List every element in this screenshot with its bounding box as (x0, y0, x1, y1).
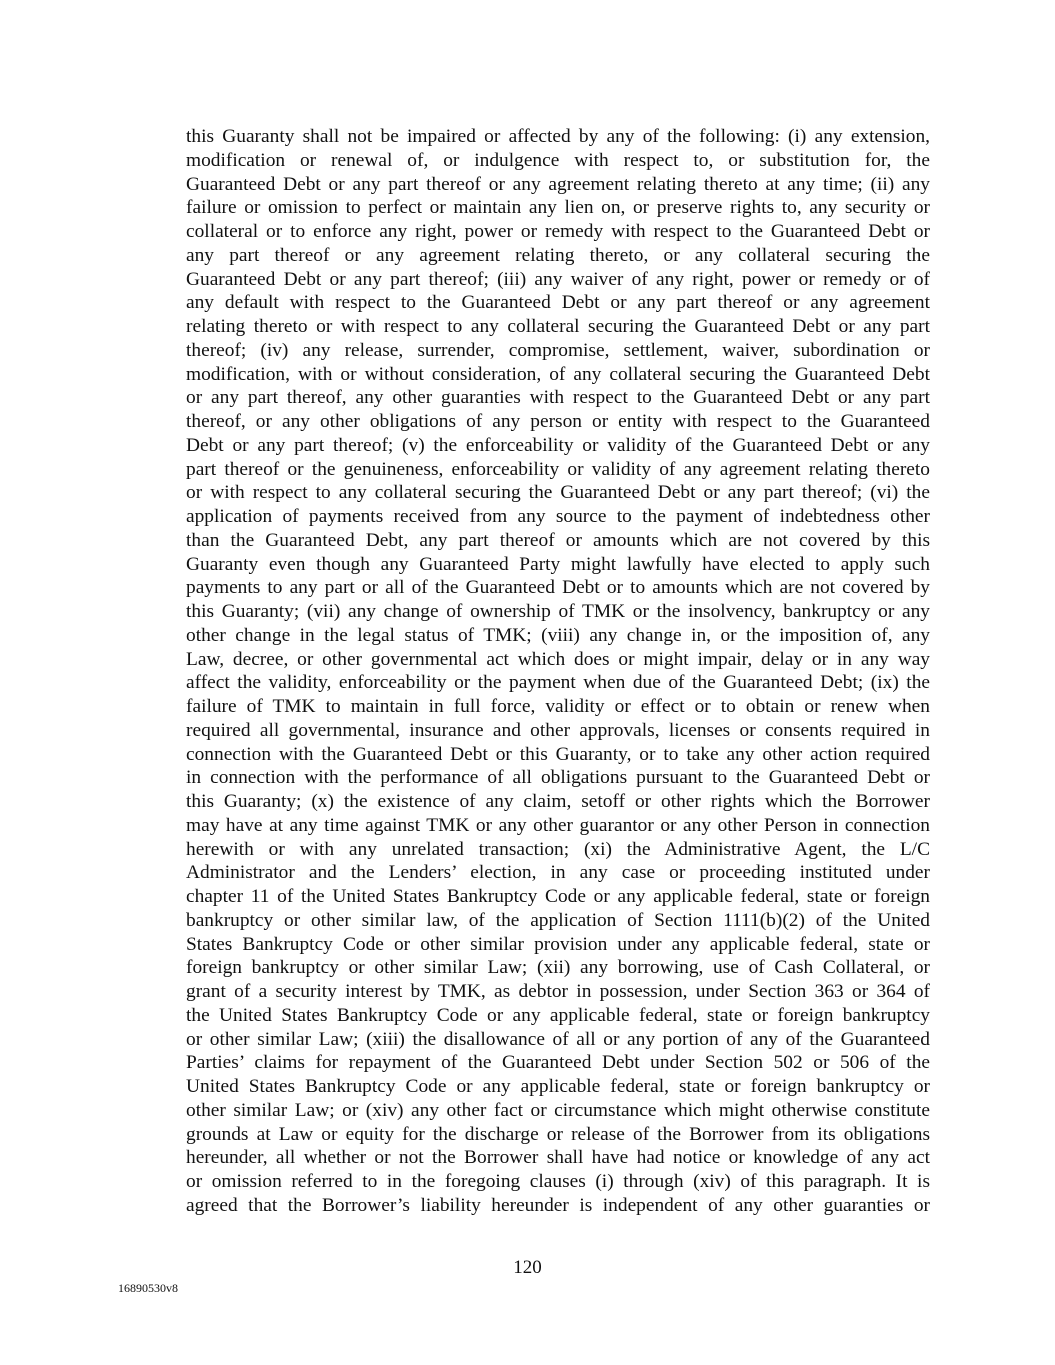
body-line: herewith or with any unrelated transaction; (xi) the Administrative Agent, the L/C (186, 838, 930, 860)
body-line: any part thereof or any agreement relating thereto, or any collateral securing the (186, 244, 930, 266)
body-line: this Guaranty; (x) the existence of any claim, setoff or other rights which the Borrower (186, 791, 930, 812)
body-line: part thereof or the genuineness, enforceability or validity of any agreement relating thereto (186, 458, 930, 480)
body-line: failure of TMK to maintain in full force, validity or effect or to obtain or renew when (186, 696, 930, 717)
body-line: thereof, or any other obligations of any person or entity with respect to the Guaranteed (186, 411, 930, 432)
body-line: grant of a security interest by TMK, as debtor in possession, under Section 363 or 364 of (186, 981, 930, 1002)
body-line: any default with respect to the Guaranteed Debt or any part thereof or any agreement (186, 292, 930, 314)
body-line: chapter 11 of the United States Bankruptcy Code or any applicable federal, state or foreign (186, 886, 930, 907)
body-line: or any part thereof, any other guaranties with respect to the Guaranteed Debt or any part (186, 387, 930, 409)
page-number: 120 (513, 1257, 542, 1278)
body-line: Guaranty even though any Guaranteed Party might lawfully have elected to apply such (186, 553, 930, 575)
body-line: hereunder, all whether or not the Borrower shall have had notice or knowledge of any act (186, 1147, 930, 1169)
body-line: the United States Bankruptcy Code or any applicable federal, state or foreign bankruptcy (186, 1004, 930, 1026)
body-line: may have at any time against TMK or any other guarantor or any other Person in connection (186, 814, 930, 836)
body-line: in connection with the performance of all obligations pursuant to the Guaranteed Debt or (186, 767, 930, 789)
body-line: other similar Law; or (xiv) any other fact or circumstance which might otherwise constitute (186, 1099, 930, 1121)
body-line: affect the validity, enforceability or the payment when due of the Guaranteed Debt; (ix) the (186, 672, 930, 694)
body-line: Law, decree, or other governmental act which does or might impair, delay or in any way (186, 648, 930, 670)
body-line: application of payments received from any source to the payment of indebtedness other (186, 506, 930, 527)
body-line: foreign bankruptcy or other similar Law; (xii) any borrowing, use of Cash Collateral, or (186, 957, 930, 979)
body-line: States Bankruptcy Code or other similar provision under any applicable federal, state or (186, 933, 930, 955)
body-line: or with respect to any collateral securing the Guaranteed Debt or any part thereof; (vi) the (186, 482, 930, 504)
body-line: thereof; (iv) any release, surrender, compromise, settlement, waiver, subordination or (186, 339, 930, 361)
body-line: grounds at Law or equity for the discharge or release of the Borrower from its obligations (186, 1123, 930, 1145)
body-line: failure or omission to perfect or maintain any lien on, or preserve rights to, any security or (186, 197, 930, 219)
body-line: Parties’ claims for repayment of the Guaranteed Debt under Section 502 or 506 of the (186, 1052, 930, 1074)
body-line: collateral or to enforce any right, power or remedy with respect to the Guaranteed Debt or (186, 221, 930, 242)
body-line: agreed that the Borrower’s liability hereunder is independent of any other guaranties or (186, 1194, 930, 1216)
body-line: relating thereto or with respect to any collateral securing the Guaranteed Debt or any part (186, 316, 930, 337)
body-line: bankruptcy or other similar law, of the application of Section 1111(b)(2) of the United (186, 909, 930, 931)
body-line: United States Bankruptcy Code or any applicable federal, state or foreign bankruptcy or (186, 1076, 930, 1097)
body-line: other change in the legal status of TMK; (viii) any change in, or the imposition of, any (186, 624, 930, 646)
document-id: 16890530v8 (118, 1281, 178, 1295)
body-line: required all governmental, insurance and other approvals, licenses or consents required in (186, 719, 930, 741)
body-line: or other similar Law; (xiii) the disallowance of all or any portion of any of the Guaranteed (186, 1028, 930, 1050)
body-line: or omission referred to in the foregoing clauses (i) through (xiv) of this paragraph. It is (186, 1171, 930, 1192)
body-line: modification, with or without consideration, of any collateral securing the Guaranteed Debt (186, 363, 930, 385)
body-line: Guaranteed Debt or any part thereof or any agreement relating thereto at any time; (ii) any (186, 173, 930, 195)
body-paragraph (186, 125, 930, 1218)
body-line: this Guaranty; (vii) any change of ownership of TMK or the insolvency, bankruptcy or any (186, 601, 930, 622)
body-line: Debt or any part thereof; (v) the enforceability or validity of the Guaranteed Debt or any (186, 434, 930, 456)
body-line: connection with the Guaranteed Debt or this Guaranty, or to take any other action required (186, 743, 930, 765)
body-line: payments to any part or all of the Guaranteed Debt or to amounts which are not covered by (186, 577, 930, 599)
body-line: modification or renewal of, or indulgence with respect to, or substitution for, the (186, 149, 930, 171)
body-line: this Guaranty shall not be impaired or affected by any of the following: (i) any extension, (186, 126, 930, 147)
body-line: Administrator and the Lenders’ election, in any case or proceeding instituted under (186, 862, 930, 884)
body-line: Guaranteed Debt or any part thereof; (iii) any waiver of any right, power or remedy or of (186, 268, 930, 290)
body-line: than the Guaranteed Debt, any part thereof or amounts which are not covered by this (186, 529, 930, 551)
